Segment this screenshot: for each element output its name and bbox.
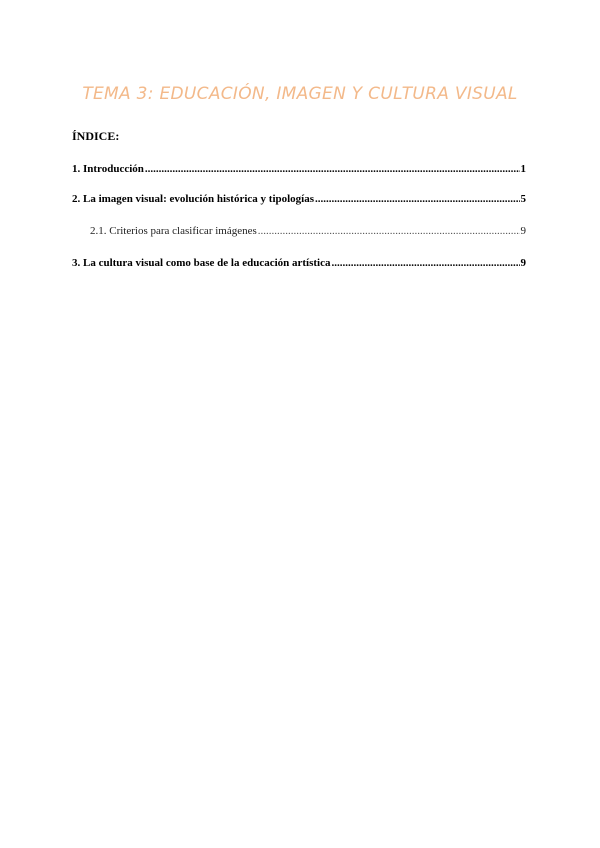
toc-dot-leader	[315, 193, 519, 205]
toc-dot-leader	[145, 163, 520, 175]
toc-page-number: 9	[520, 257, 526, 269]
toc-dot-leader	[258, 225, 520, 237]
toc-entry-introduccion[interactable]	[72, 163, 526, 175]
toc-entry-criterios[interactable]	[90, 225, 526, 237]
toc-entry-label: 2.1. Criterios para clasificar imágenes	[90, 225, 257, 237]
toc-heading: ÍNDICE:	[72, 129, 120, 143]
toc-entry-imagen-visual[interactable]	[72, 193, 526, 205]
document-title: TEMA 3: EDUCACIÓN, IMAGEN Y CULTURA VISUAL	[82, 84, 518, 104]
toc-entry-label: 3. La cultura visual como base de la educación artística	[72, 257, 331, 269]
toc-page-number: 9	[520, 225, 526, 237]
toc-page-number: 5	[520, 193, 526, 205]
toc-entry-label: 2. La imagen visual: evolución histórica y tipologías	[72, 193, 315, 205]
toc-entry-cultura-visual[interactable]	[72, 257, 526, 269]
toc-dot-leader	[332, 257, 520, 269]
toc-entry-label: 1. Introducción	[72, 163, 144, 175]
toc-page-number: 1	[520, 163, 526, 175]
